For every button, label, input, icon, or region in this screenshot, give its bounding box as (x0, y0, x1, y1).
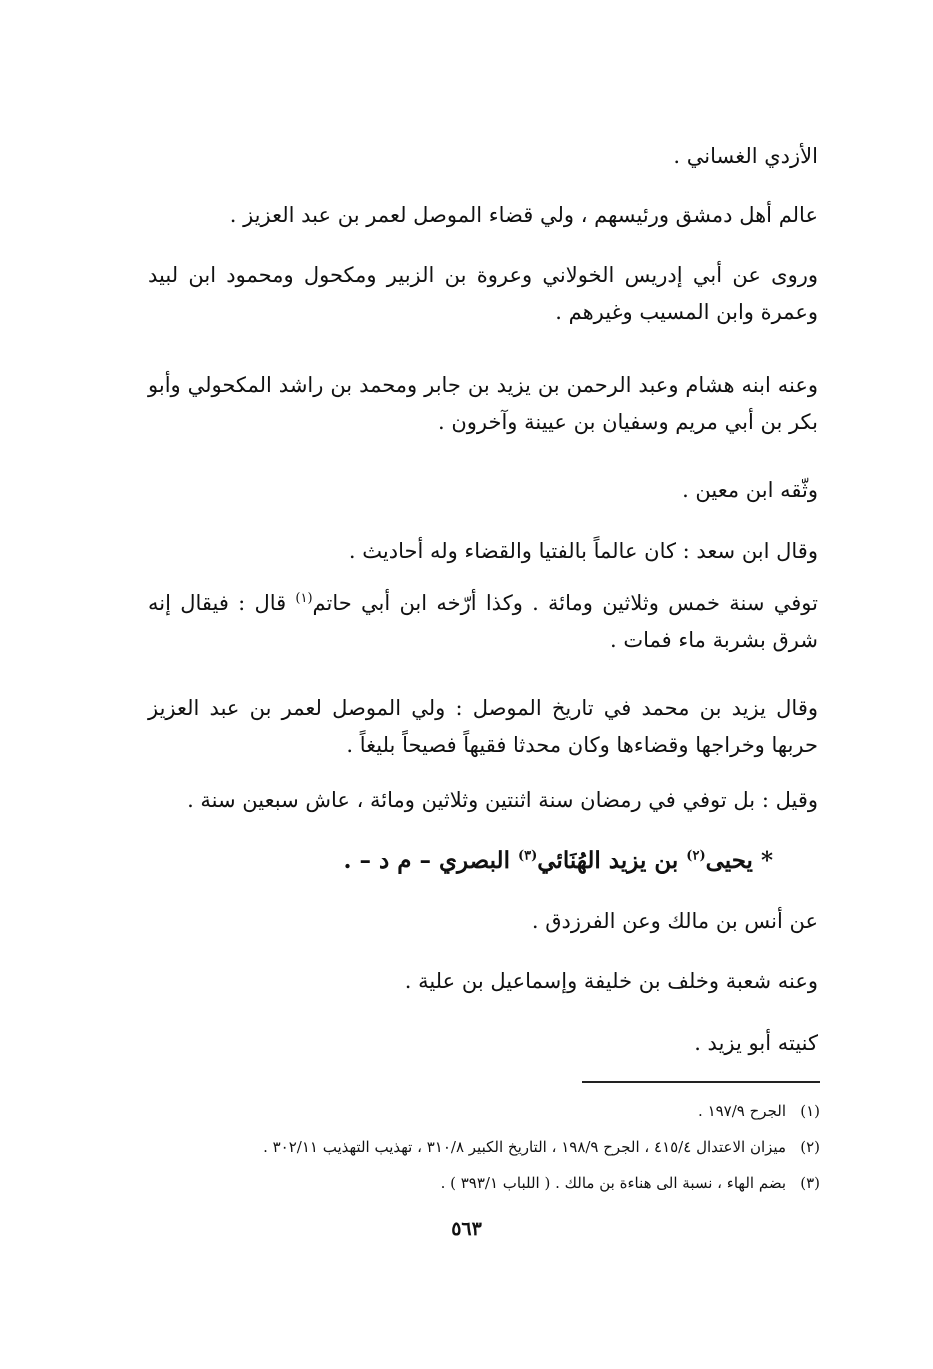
footnote-text: بضم الهاء ، نسبة الى هناءة بن مالك . ( اللباب ٣٩٣/١ ) . (440, 1174, 786, 1192)
text-paragraph: وثّقه ابن معين . (682, 478, 818, 502)
footnote-text: الجرح ١٩٧/٩ . (698, 1102, 786, 1120)
entry-name-rest: بن يزيد الهُنَائي (537, 847, 687, 874)
text-segment: توفي سنة خمس وثلاثين ومائة . وكذا أرّخه ابن أبي حاتم (312, 591, 818, 615)
text-paragraph: عالم أهل دمشق ورئيسهم ، ولي قضاء الموصل لعمر بن عبد العزيز . (229, 203, 818, 227)
text-paragraph: كنيته أبو يزيد . (694, 1031, 818, 1055)
page-number: ٥٦٣ (451, 1218, 482, 1240)
footnote (140, 1136, 820, 1158)
footnote (140, 1172, 820, 1194)
footnote-number: (٢) (800, 1138, 820, 1156)
text-paragraph: وعنه شعبة وخلف بن خليفة وإسماعيل بن علية . (404, 969, 818, 993)
biography-heading (103, 842, 773, 879)
footnote (140, 1100, 820, 1122)
text-paragraph: وروى عن أبي إدريس الخولاني وعروة بن الزبير ومكحول ومحمود ابن لبيد وعمرة وابن المسيب وغيرهم . (148, 263, 818, 324)
text-paragraph: الأزدي الغساني . (673, 144, 818, 168)
footnote-reference: (٣) (517, 848, 538, 864)
text-segment: قال : فيقال إنه شرق بشربة ماء فمات . (148, 591, 818, 652)
footnote-text: ميزان الاعتدال ٤١٥/٤ ، الجرح ١٩٨/٩ ، التاريخ الكبير ٣١٠/٨ ، تهذيب التهذيب ٣٠٢/١١ . (263, 1138, 786, 1156)
footnote-number: (٣) (800, 1174, 820, 1192)
entry-name-tail: البصري – م د – . (343, 847, 518, 874)
text-paragraph: وقال يزيد بن محمد في تاريخ الموصل : ولي الموصل لعمر بن عبد العزيز حربها وخراجها وقضاءها وكان محدثا فقيهاً فصيحاً بليغاً . (148, 696, 818, 757)
text-paragraph: وقيل : بل توفي في رمضان سنة اثنتين وثلاثين ومائة ، عاش سبعين سنة . (187, 788, 818, 812)
footnote-separator (582, 1081, 820, 1083)
entry-name: يحيى (705, 847, 753, 874)
footnote-reference: (٢) (686, 848, 706, 864)
text-paragraph: وقال ابن سعد : كان عالماً بالفتيا والقضاء وله أحاديث . (348, 539, 818, 563)
footnote-reference: (١) (295, 591, 313, 606)
text-paragraph: عن أنس بن مالك وعن الفرزدق . (531, 909, 818, 933)
entry-star-marker: * (760, 847, 773, 874)
footnote-number: (١) (800, 1102, 820, 1120)
text-paragraph-with-footnote (148, 585, 818, 659)
text-paragraph: وعنه ابنه هشام وعبد الرحمن بن يزيد بن جابر ومحمد بن راشد المكحولي وأبو بكر بن أبي مريم وسفيان بن عيينة وآخرون . (148, 373, 818, 434)
